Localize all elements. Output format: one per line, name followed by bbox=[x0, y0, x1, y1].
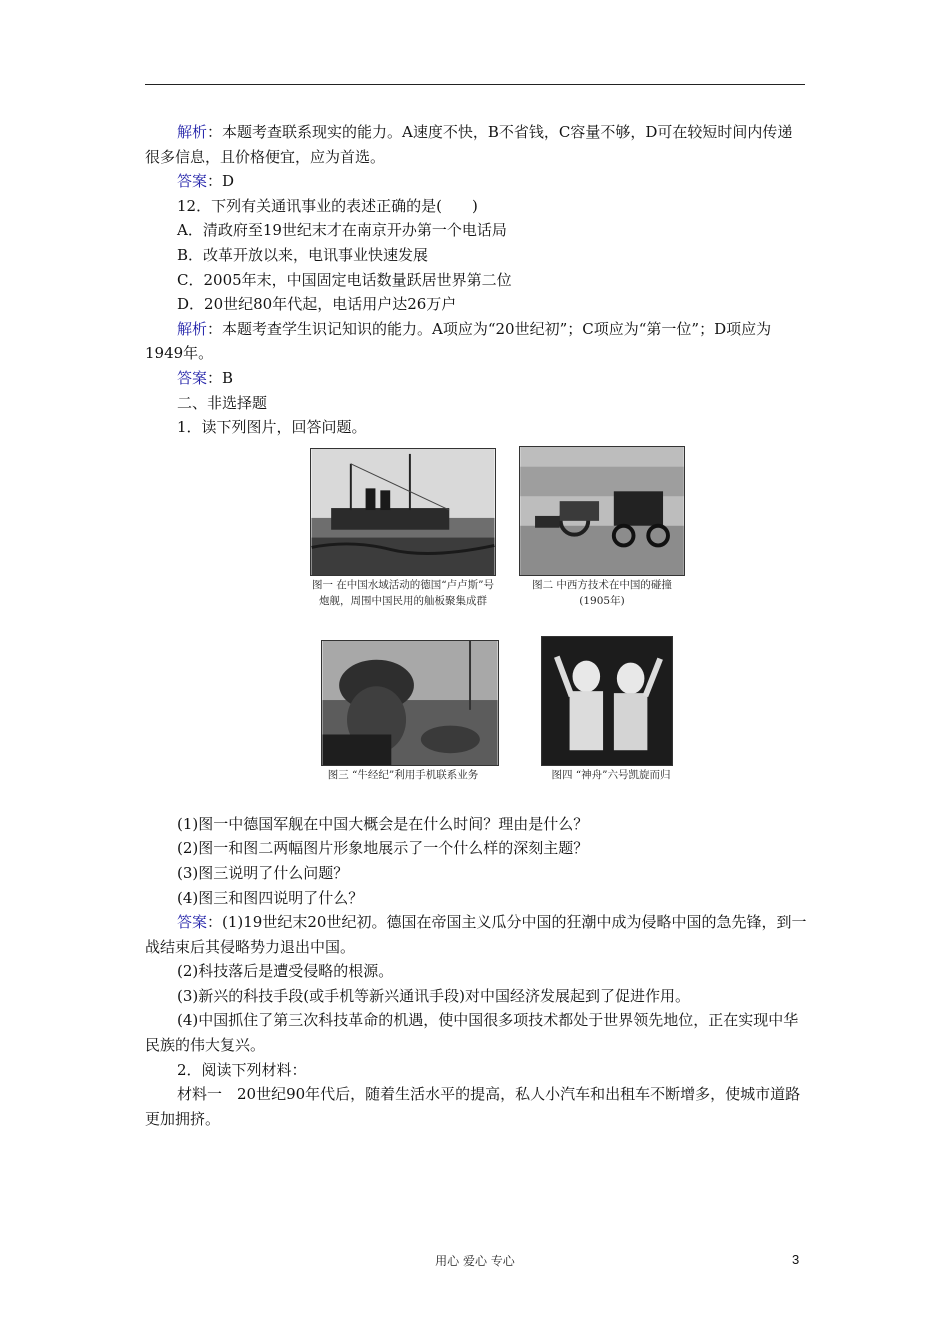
option-d: D．20世纪80年代起，电话用户达26万户 bbox=[177, 295, 457, 314]
figure-4 bbox=[521, 636, 701, 782]
analysis-11: 解析：本题考查联系现实的能力。A速度不快，B不省钱，C容量不够，D可在较短时间内传递很多信息，且价格便宜，应为首选。 bbox=[145, 123, 793, 166]
answer-label: 答案 bbox=[177, 172, 208, 191]
header-rule bbox=[145, 84, 805, 85]
cattle-broker-phone-photo bbox=[321, 640, 499, 766]
subquestion-3: (3)图三说明了什么问题？ bbox=[177, 863, 349, 882]
subquestion-4: (4)图三和图四说明了什么？ bbox=[177, 888, 364, 907]
warship-photo bbox=[310, 448, 496, 576]
answer-q1-3: (3)新兴的科技手段(或手机等新兴通讯手段)对中国经济发展起到了促进作用。 bbox=[177, 986, 690, 1005]
page-content bbox=[145, 120, 807, 1131]
option-a: A．清政府至19世纪末才在南京开办第一个电话局 bbox=[177, 221, 507, 240]
answer-12: 答案：B bbox=[177, 368, 234, 387]
figure-1 bbox=[290, 448, 516, 608]
figure-4-caption: 图四 “神舟”六号凯旋而归 bbox=[551, 768, 671, 781]
page-number: 3 bbox=[792, 1252, 800, 1267]
answer-q1-2: (2)科技落后是遭受侵略的根源。 bbox=[177, 962, 394, 981]
option-b: B．改革开放以来，电讯事业快速发展 bbox=[177, 245, 429, 264]
question-12: 12．下列有关通讯事业的表述正确的是( ) bbox=[177, 196, 478, 215]
section-heading: 二、非选择题 bbox=[177, 393, 268, 412]
figure-3 bbox=[303, 640, 503, 782]
answer-label: 答案 bbox=[177, 368, 208, 387]
figure-3-caption: 图三 “牛经纪”利用手机联系业务 bbox=[327, 768, 479, 781]
cart-and-car-photo bbox=[519, 446, 685, 576]
option-c: C．2005年末，中国固定电话数量跃居世界第二位 bbox=[177, 270, 512, 289]
figure-2 bbox=[517, 446, 687, 608]
analysis-12: 解析：本题考查学生识记知识的能力。A项应为“20世纪初”；C项应为“第一位”；D项应为1949年。 bbox=[145, 319, 772, 363]
question-1: 1．读下列图片，回答问题。 bbox=[177, 418, 367, 437]
figures-block bbox=[145, 440, 807, 812]
answer-label: 答案 bbox=[177, 913, 208, 932]
analysis-label: 解析 bbox=[177, 123, 208, 141]
analysis-label: 解析 bbox=[177, 319, 208, 338]
answer-q1: 答案：(1)19世纪末20世纪初。德国在帝国主义瓜分中国的狂潮中成为侵略中国的急先锋，到一战结束后其侵略势力退出中国。 bbox=[145, 913, 807, 956]
figure-2-caption-2: (1905年) bbox=[579, 594, 625, 607]
subquestion-1: (1)图一中德国军舰在中国大概会是在什么时间？理由是什么？ bbox=[177, 814, 589, 833]
footer-motto: 用心 爱心 专心 bbox=[435, 1254, 515, 1268]
answer-11: 答案：D bbox=[177, 172, 235, 191]
figure-1-caption-2: 炮舰，周围中国民用的舢板聚集成群 bbox=[319, 594, 487, 607]
subquestion-2: (2)图一和图二两幅图片形象地展示了一个什么样的深刻主题？ bbox=[177, 839, 589, 858]
figure-1-caption-1: 图一 在中国水域活动的德国“卢卢斯”号 bbox=[311, 578, 495, 591]
figure-2-caption-1: 图二 中西方技术在中国的碰撞 bbox=[532, 578, 672, 591]
answer-q1-4: (4)中国抓住了第三次科技革命的机遇，使中国很多项技术都处于世界领先地位，正在实现中华民族的伟大复兴。 bbox=[145, 1011, 799, 1055]
question-2: 2．阅读下列材料： bbox=[177, 1060, 307, 1079]
shenzhou-astronauts-photo bbox=[541, 636, 673, 766]
material-1: 材料一 20世纪90年代后，随着生活水平的提高，私人小汽车和出租车不断增多，使城市道路更加拥挤。 bbox=[145, 1085, 801, 1128]
